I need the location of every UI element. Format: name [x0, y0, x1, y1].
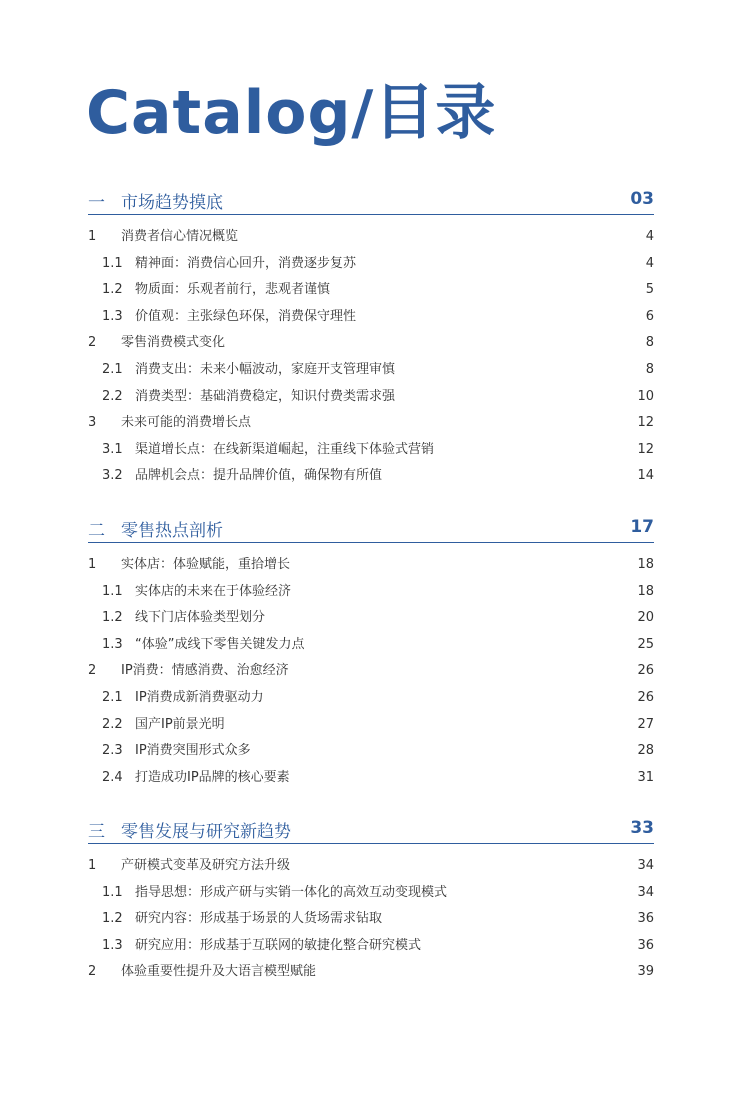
section-title: 零售发展与研究新趋势 — [121, 822, 291, 842]
toc-entry[interactable] — [88, 330, 654, 357]
toc-entry-list — [88, 552, 654, 791]
toc-entry[interactable] — [88, 224, 654, 251]
entry-title: 打造成功IP品牌的核心要素 — [135, 769, 290, 785]
entry-number: 1 — [88, 557, 97, 572]
toc-entry[interactable] — [88, 880, 654, 907]
toc-entry[interactable] — [88, 463, 654, 490]
entry-title: IP消费成新消费驱动力 — [135, 689, 264, 705]
entry-page-number: 20 — [637, 610, 654, 626]
entry-number: 1 — [88, 229, 97, 244]
entry-page-number: 14 — [637, 468, 654, 484]
toc-entry[interactable] — [88, 712, 654, 739]
toc-entry[interactable] — [88, 906, 654, 933]
section-number: 三 — [88, 822, 105, 842]
toc-entry[interactable] — [88, 579, 654, 606]
entry-title: 价值观：主张绿色环保，消费保守理性 — [135, 308, 357, 324]
toc-entry[interactable] — [88, 251, 654, 278]
section-title: 市场趋势摸底 — [121, 193, 223, 213]
entry-page-number: 10 — [637, 388, 654, 404]
toc-section — [88, 514, 654, 791]
section-page-number: 33 — [630, 818, 654, 838]
entry-title: 消费支出：未来小幅波动，家庭开支管理审慎 — [135, 361, 396, 377]
entry-title: 物质面：乐观者前行，悲观者谨慎 — [135, 282, 331, 298]
toc-entry-list — [88, 224, 654, 490]
entry-number: 3 — [88, 415, 97, 431]
entry-page-number: 26 — [637, 663, 654, 679]
entry-title: 零售消费模式变化 — [121, 335, 226, 351]
entry-title: 品牌机会点：提升品牌价值，确保物有所值 — [135, 468, 383, 484]
entry-page-number: 8 — [645, 335, 654, 351]
entry-number: 1.2 — [102, 282, 123, 298]
toc-entry[interactable] — [88, 853, 654, 880]
entry-number: 2.2 — [102, 716, 123, 732]
entry-number: 2.3 — [102, 743, 123, 759]
page-title: Catalog/目录 — [86, 78, 497, 148]
toc-section — [88, 186, 654, 490]
toc-entry[interactable] — [88, 357, 654, 384]
entry-title: 国产IP前景光明 — [135, 716, 225, 732]
section-page-number: 17 — [630, 517, 654, 537]
section-number: 一 — [88, 193, 105, 213]
entry-title: 渠道增长点：在线新渠道崛起，注重线下体验式营销 — [135, 441, 435, 457]
entry-number: 1.2 — [102, 610, 123, 626]
entry-page-number: 39 — [637, 964, 654, 980]
entry-number: 3.2 — [102, 468, 123, 484]
toc-entry[interactable] — [88, 765, 654, 792]
entry-page-number: 36 — [637, 911, 654, 927]
entry-page-number: 27 — [637, 716, 654, 732]
entry-title: “体验”成线下零售关键发力点 — [135, 636, 305, 652]
entry-number: 1.3 — [102, 636, 123, 652]
entry-number: 1.1 — [102, 583, 123, 599]
entry-number: 1.3 — [102, 308, 123, 324]
entry-page-number: 4 — [645, 229, 654, 244]
entry-number: 3.1 — [102, 441, 123, 457]
entry-number: 2.2 — [102, 388, 123, 404]
entry-number: 2.1 — [102, 361, 123, 377]
section-number: 二 — [88, 521, 105, 541]
toc-entry[interactable] — [88, 632, 654, 659]
entry-number: 2 — [88, 964, 97, 980]
entry-title: 消费者信心情况概览 — [121, 229, 239, 244]
entry-page-number: 25 — [637, 636, 654, 652]
entry-title: 未来可能的消费增长点 — [121, 415, 252, 431]
entry-number: 1.1 — [102, 255, 123, 271]
section-header[interactable] — [88, 186, 654, 215]
toc-entry[interactable] — [88, 933, 654, 960]
entry-number: 2.1 — [102, 689, 123, 705]
entry-number: 1.3 — [102, 937, 123, 953]
toc-entry[interactable] — [88, 658, 654, 685]
entry-page-number: 12 — [637, 441, 654, 457]
entry-title: 实体店的未来在于体验经济 — [135, 583, 292, 599]
entry-page-number: 6 — [645, 308, 654, 324]
toc-entry[interactable] — [88, 437, 654, 464]
entry-number: 2 — [88, 335, 97, 351]
entry-page-number: 34 — [637, 858, 654, 873]
entry-title: 研究应用：形成基于互联网的敏捷化整合研究模式 — [135, 937, 422, 953]
entry-page-number: 36 — [637, 937, 654, 953]
entry-number: 1.2 — [102, 911, 123, 927]
entry-page-number: 31 — [637, 769, 654, 785]
entry-page-number: 26 — [637, 689, 654, 705]
section-header[interactable] — [88, 815, 654, 844]
entry-page-number: 18 — [637, 557, 654, 572]
entry-title: 研究内容：形成基于场景的人货场需求钻取 — [135, 911, 383, 927]
entry-page-number: 28 — [637, 743, 654, 759]
entry-title: IP消费突围形式众多 — [135, 743, 251, 759]
toc-entry[interactable] — [88, 605, 654, 632]
entry-page-number: 12 — [637, 415, 654, 431]
toc-entry[interactable] — [88, 959, 654, 986]
entry-number: 1 — [88, 858, 97, 873]
section-title: 零售热点剖析 — [121, 521, 223, 541]
toc-entry[interactable] — [88, 304, 654, 331]
entry-number: 2 — [88, 663, 97, 679]
entry-number: 2.4 — [102, 769, 123, 785]
entry-title: 指导思想：形成产研与实销一体化的高效互动变现模式 — [135, 884, 448, 900]
toc-section — [88, 815, 654, 986]
toc-entry[interactable] — [88, 552, 654, 579]
entry-title: 线下门店体验类型划分 — [135, 610, 266, 626]
entry-page-number: 4 — [645, 255, 654, 271]
toc-entry[interactable] — [88, 277, 654, 304]
entry-page-number: 18 — [637, 583, 654, 599]
entry-title: 产研模式变革及研究方法升级 — [121, 858, 291, 873]
toc-entry[interactable] — [88, 410, 654, 437]
toc-entry[interactable] — [88, 738, 654, 765]
entry-title: 实体店：体验赋能，重拾增长 — [121, 557, 291, 572]
section-header[interactable] — [88, 514, 654, 543]
entry-title: 精神面：消费信心回升，消费逐步复苏 — [135, 255, 357, 271]
entry-page-number: 5 — [645, 282, 654, 298]
entry-title: 消费类型：基础消费稳定，知识付费类需求强 — [135, 388, 396, 404]
entry-title: 体验重要性提升及大语言模型赋能 — [121, 964, 317, 980]
entry-number: 1.1 — [102, 884, 123, 900]
entry-page-number: 8 — [645, 361, 654, 377]
toc-entry[interactable] — [88, 384, 654, 411]
entry-title: IP消费：情感消费、治愈经济 — [121, 663, 289, 679]
entry-page-number: 34 — [637, 884, 654, 900]
toc-entry-list — [88, 853, 654, 986]
section-page-number: 03 — [630, 189, 654, 209]
toc-entry[interactable] — [88, 685, 654, 712]
